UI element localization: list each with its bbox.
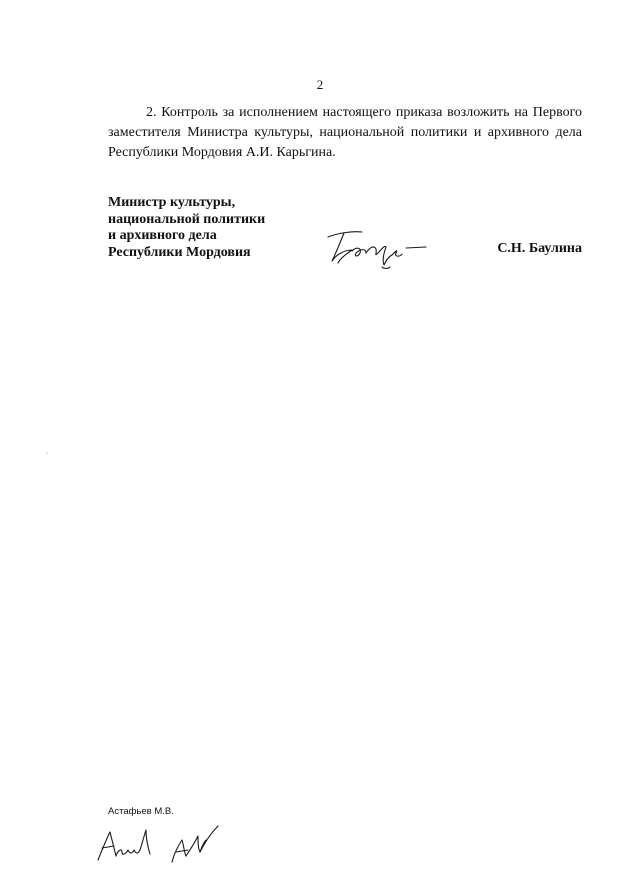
scan-artifact <box>46 452 48 454</box>
signatory-title-line: национальной политики <box>108 211 266 227</box>
signatory-title-line: Республики Мордовия <box>108 244 251 260</box>
signatory-name: С.Н. Баулина <box>497 241 582 256</box>
signatory-title <box>108 195 328 261</box>
executor-name: Астафьев М.В. <box>108 806 174 817</box>
page-number: 2 <box>316 77 324 92</box>
handwritten-signature <box>322 223 430 271</box>
signatory-title-line: Министр культуры, <box>108 195 236 210</box>
body-paragraph: 2. Контроль за исполнением настоящего приказа возложить на Первого заместителя Министра культуры, национальной политики и архивного дела Республики Мордовия А.И. Карьгина. <box>108 105 582 160</box>
signatory-title-line: и архивного дела <box>108 228 217 243</box>
handwritten-initials <box>94 822 234 868</box>
